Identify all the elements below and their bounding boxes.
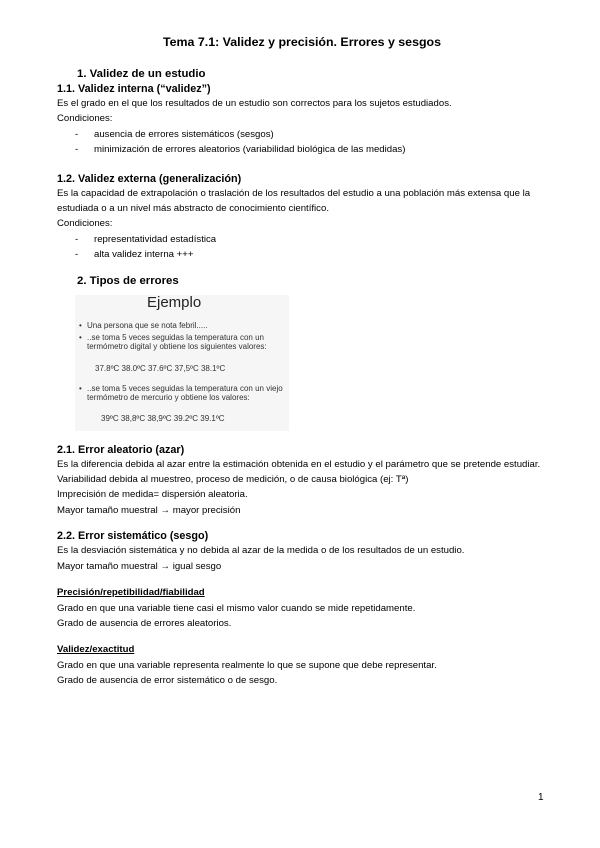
list-item: - alta validez interna +++ bbox=[57, 247, 547, 262]
paragraph: Mayor tamaño muestral → igual sesgo bbox=[57, 560, 222, 572]
conditions-label: Condiciones: bbox=[57, 113, 113, 125]
example-image bbox=[75, 295, 289, 431]
document-page bbox=[57, 34, 547, 689]
conditions-list bbox=[57, 232, 547, 263]
conditions-label: Condiciones: bbox=[57, 218, 113, 230]
paragraph: Grado en que una variable tiene casi el mismo valor cuando se mide repetidamente. bbox=[57, 602, 416, 614]
paragraph: Es el grado en el que los resultados de un estudio son correctos para los sujetos estudiados. bbox=[57, 98, 452, 109]
precision-heading: Precisión/repetibilidad/fiabilidad bbox=[57, 587, 205, 599]
section-2-heading: 2. Tipos de errores bbox=[77, 274, 179, 287]
list-item: - representatividad estadística bbox=[57, 232, 547, 247]
subsection-1-1-heading: 1.1. Validez interna (“validez”) bbox=[57, 83, 211, 95]
paragraph: Mayor tamaño muestral → mayor precisión bbox=[57, 504, 241, 516]
paragraph: Variabilidad debida al muestreo, proceso de medición, o de causa biológica (ej: Tª) bbox=[57, 474, 409, 486]
list-item: - minimización de errores aleatorios (variabilidad biológica de las medidas) bbox=[57, 142, 547, 157]
paragraph: Grado en que una variable representa realmente lo que se supone que debe representar. bbox=[57, 659, 437, 671]
list-item: - ausencia de errores sistemáticos (sesgos) bbox=[57, 127, 547, 142]
paragraph: Grado de ausencia de error sistemático o de sesgo. bbox=[57, 675, 278, 687]
paragraph: Es la capacidad de extrapolación o traslación de los resultados del estudio a una población más extensa que la estudiada o a un nivel más abstracto de conocimiento científico. bbox=[57, 187, 531, 215]
validez-heading: Validez/exactitud bbox=[57, 644, 135, 656]
example-item: • ..se toma 5 veces seguidas la temperatura con un viejo termómetro de mercurio y obtiene los valores: bbox=[79, 383, 283, 402]
example-title: Ejemplo bbox=[147, 293, 202, 311]
section-1-heading: 1. Validez de un estudio bbox=[77, 68, 206, 80]
subsection-1-2-heading: 1.2. Validez externa (generalización) bbox=[57, 172, 242, 185]
example-values: 39ºC 38,8ºC 38,9ºC 39.2ºC 39.1ºC bbox=[101, 413, 225, 423]
example-item: • ..se toma 5 veces seguidas la temperatura con un termómetro digital y obtiene los siguientes valores: bbox=[79, 332, 267, 351]
subsection-2-1-heading: 2.1. Error aleatorio (azar) bbox=[57, 443, 185, 456]
subsection-2-2-heading: 2.2. Error sistemático (sesgo) bbox=[57, 530, 209, 543]
example-item: • Una persona que se nota febril..... bbox=[79, 320, 208, 330]
conditions-list bbox=[57, 127, 547, 158]
paragraph: Grado de ausencia de errores aleatorios. bbox=[57, 617, 232, 629]
paragraph: Imprecisión de medida= dispersión aleatoria. bbox=[57, 489, 248, 501]
page-number: 1 bbox=[538, 792, 544, 803]
page-title: Tema 7.1: Validez y precisión. Errores y sesgos bbox=[162, 35, 441, 49]
paragraph: Es la desviación sistemática y no debida al azar de la medida o de los resultados de un estudio. bbox=[57, 545, 465, 557]
paragraph: Es la diferencia debida al azar entre la estimación obtenida en el estudio y el parámetro que se pretende estudiar. bbox=[57, 458, 541, 470]
example-values: 37.8ºC 38.0ºC 37.6ºC 37,5ºC 38.1ºC bbox=[95, 363, 226, 373]
